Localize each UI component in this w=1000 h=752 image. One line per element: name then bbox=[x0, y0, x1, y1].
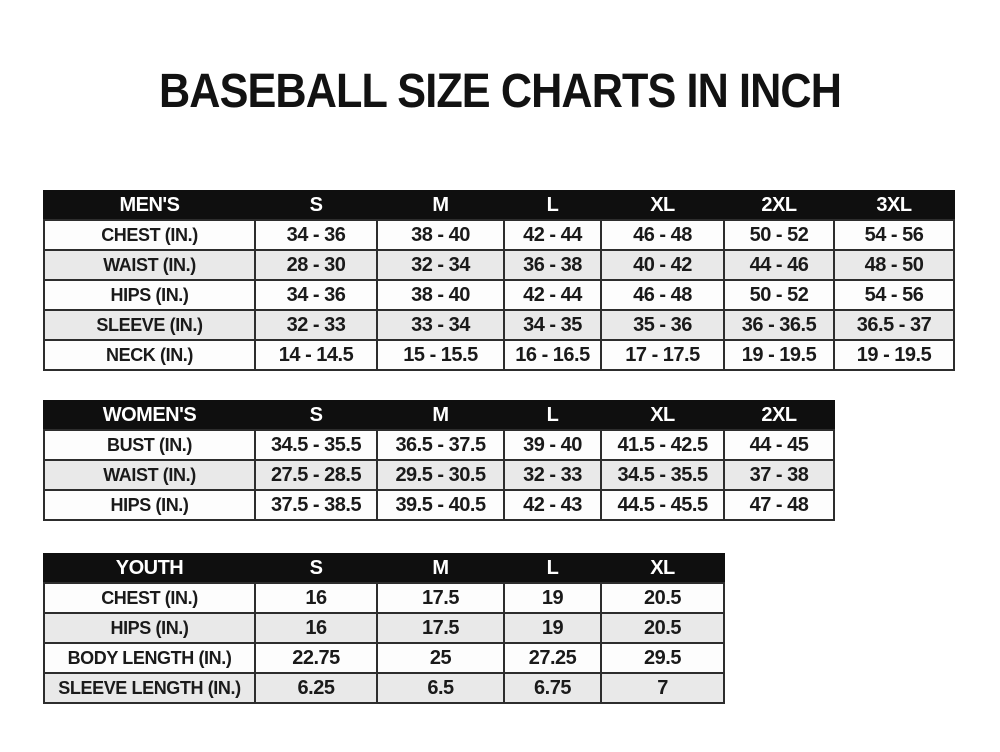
row-label-cell: CHEST (IN.) bbox=[44, 583, 255, 613]
size-value-cell: 36.5 - 37 bbox=[834, 310, 954, 340]
size-value-cell: 38 - 40 bbox=[377, 220, 504, 250]
size-value-cell: 38 - 40 bbox=[377, 280, 504, 310]
size-value-cell: 14 - 14.5 bbox=[255, 340, 377, 370]
size-value-cell: 39 - 40 bbox=[504, 430, 601, 460]
row-label-cell: WAIST (IN.) bbox=[44, 460, 255, 490]
size-value-cell: 34 - 35 bbox=[504, 310, 601, 340]
size-value-cell: 16 - 16.5 bbox=[504, 340, 601, 370]
youth-group-label: YOUTH bbox=[44, 554, 255, 583]
youth-size-column-header: S bbox=[255, 554, 377, 583]
size-value-cell: 42 - 44 bbox=[504, 220, 601, 250]
mens-size-column-header: 3XL bbox=[834, 191, 954, 220]
size-value-cell: 27.25 bbox=[504, 643, 601, 673]
size-value-cell: 17.5 bbox=[377, 583, 504, 613]
row-label-cell: HIPS (IN.) bbox=[44, 490, 255, 520]
size-value-cell: 33 - 34 bbox=[377, 310, 504, 340]
youth-table bbox=[43, 553, 725, 704]
size-value-cell: 34.5 - 35.5 bbox=[601, 460, 724, 490]
size-value-cell: 19 - 19.5 bbox=[834, 340, 954, 370]
youth-table-row bbox=[44, 583, 724, 613]
mens-table-row bbox=[44, 310, 954, 340]
womens-group-label: WOMEN'S bbox=[44, 401, 255, 430]
size-value-cell: 22.75 bbox=[255, 643, 377, 673]
mens-size-column-header: 2XL bbox=[724, 191, 834, 220]
size-value-cell: 6.5 bbox=[377, 673, 504, 703]
size-value-cell: 34 - 36 bbox=[255, 220, 377, 250]
size-value-cell: 42 - 44 bbox=[504, 280, 601, 310]
mens-group-label: MEN'S bbox=[44, 191, 255, 220]
page-title: BASEBALL SIZE CHARTS IN INCH bbox=[158, 65, 842, 118]
youth-size-column-header: XL bbox=[601, 554, 724, 583]
youth-size-column-header: L bbox=[504, 554, 601, 583]
size-value-cell: 19 - 19.5 bbox=[724, 340, 834, 370]
womens-table-row bbox=[44, 430, 834, 460]
womens-table-row bbox=[44, 490, 834, 520]
size-value-cell: 20.5 bbox=[601, 583, 724, 613]
womens-table-row bbox=[44, 460, 834, 490]
size-value-cell: 16 bbox=[255, 583, 377, 613]
row-label-cell: HIPS (IN.) bbox=[44, 613, 255, 643]
size-value-cell: 40 - 42 bbox=[601, 250, 724, 280]
size-value-cell: 44 - 46 bbox=[724, 250, 834, 280]
size-value-cell: 47 - 48 bbox=[724, 490, 834, 520]
size-value-cell: 37.5 - 38.5 bbox=[255, 490, 377, 520]
size-value-cell: 34 - 36 bbox=[255, 280, 377, 310]
size-value-cell: 50 - 52 bbox=[724, 280, 834, 310]
size-value-cell: 29.5 bbox=[601, 643, 724, 673]
mens-size-table bbox=[43, 190, 955, 371]
size-value-cell: 6.75 bbox=[504, 673, 601, 703]
size-value-cell: 19 bbox=[504, 583, 601, 613]
size-value-cell: 36.5 - 37.5 bbox=[377, 430, 504, 460]
size-value-cell: 32 - 33 bbox=[255, 310, 377, 340]
womens-header-row bbox=[44, 401, 834, 430]
mens-table-row bbox=[44, 220, 954, 250]
size-value-cell: 16 bbox=[255, 613, 377, 643]
womens-size-column-header: XL bbox=[601, 401, 724, 430]
mens-table-row bbox=[44, 340, 954, 370]
womens-size-column-header: 2XL bbox=[724, 401, 834, 430]
size-value-cell: 54 - 56 bbox=[834, 280, 954, 310]
size-value-cell: 36 - 38 bbox=[504, 250, 601, 280]
size-value-cell: 35 - 36 bbox=[601, 310, 724, 340]
row-label-cell: WAIST (IN.) bbox=[44, 250, 255, 280]
size-value-cell: 54 - 56 bbox=[834, 220, 954, 250]
womens-size-column-header: L bbox=[504, 401, 601, 430]
womens-size-column-header: M bbox=[377, 401, 504, 430]
size-value-cell: 17 - 17.5 bbox=[601, 340, 724, 370]
mens-size-column-header: L bbox=[504, 191, 601, 220]
row-label-cell: CHEST (IN.) bbox=[44, 220, 255, 250]
womens-size-table bbox=[43, 400, 835, 521]
size-value-cell: 15 - 15.5 bbox=[377, 340, 504, 370]
size-value-cell: 39.5 - 40.5 bbox=[377, 490, 504, 520]
size-value-cell: 19 bbox=[504, 613, 601, 643]
size-value-cell: 27.5 - 28.5 bbox=[255, 460, 377, 490]
youth-table-row bbox=[44, 613, 724, 643]
row-label-cell: SLEEVE LENGTH (IN.) bbox=[44, 673, 255, 703]
size-value-cell: 20.5 bbox=[601, 613, 724, 643]
womens-table bbox=[43, 400, 835, 521]
mens-table-row bbox=[44, 250, 954, 280]
size-value-cell: 17.5 bbox=[377, 613, 504, 643]
size-value-cell: 36 - 36.5 bbox=[724, 310, 834, 340]
size-value-cell: 28 - 30 bbox=[255, 250, 377, 280]
size-value-cell: 46 - 48 bbox=[601, 220, 724, 250]
size-value-cell: 46 - 48 bbox=[601, 280, 724, 310]
size-value-cell: 42 - 43 bbox=[504, 490, 601, 520]
size-value-cell: 32 - 34 bbox=[377, 250, 504, 280]
size-value-cell: 48 - 50 bbox=[834, 250, 954, 280]
womens-size-column-header: S bbox=[255, 401, 377, 430]
youth-table-row bbox=[44, 673, 724, 703]
row-label-cell: HIPS (IN.) bbox=[44, 280, 255, 310]
mens-size-column-header: S bbox=[255, 191, 377, 220]
mens-table bbox=[43, 190, 955, 371]
mens-size-column-header: M bbox=[377, 191, 504, 220]
size-value-cell: 37 - 38 bbox=[724, 460, 834, 490]
size-value-cell: 44 - 45 bbox=[724, 430, 834, 460]
mens-table-row bbox=[44, 280, 954, 310]
size-value-cell: 25 bbox=[377, 643, 504, 673]
size-value-cell: 44.5 - 45.5 bbox=[601, 490, 724, 520]
row-label-cell: NECK (IN.) bbox=[44, 340, 255, 370]
size-value-cell: 32 - 33 bbox=[504, 460, 601, 490]
row-label-cell: SLEEVE (IN.) bbox=[44, 310, 255, 340]
youth-table-row bbox=[44, 643, 724, 673]
row-label-cell: BODY LENGTH (IN.) bbox=[44, 643, 255, 673]
size-value-cell: 50 - 52 bbox=[724, 220, 834, 250]
youth-header-row bbox=[44, 554, 724, 583]
size-value-cell: 7 bbox=[601, 673, 724, 703]
mens-size-column-header: XL bbox=[601, 191, 724, 220]
row-label-cell: BUST (IN.) bbox=[44, 430, 255, 460]
size-value-cell: 41.5 - 42.5 bbox=[601, 430, 724, 460]
size-value-cell: 29.5 - 30.5 bbox=[377, 460, 504, 490]
size-value-cell: 34.5 - 35.5 bbox=[255, 430, 377, 460]
youth-size-table bbox=[43, 553, 725, 704]
mens-header-row bbox=[44, 191, 954, 220]
size-value-cell: 6.25 bbox=[255, 673, 377, 703]
youth-size-column-header: M bbox=[377, 554, 504, 583]
